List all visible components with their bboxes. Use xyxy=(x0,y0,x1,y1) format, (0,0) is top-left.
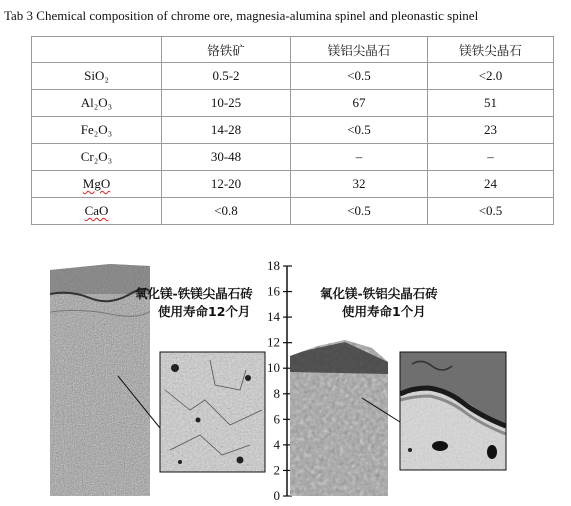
row-label-text: CaO xyxy=(84,203,109,218)
scale-tick-label: 16 xyxy=(267,283,280,299)
scale-tick-label: 6 xyxy=(273,411,280,427)
right-brick-photo xyxy=(288,336,390,500)
table-cell: – xyxy=(428,144,554,171)
table-cell: 24 xyxy=(428,171,554,198)
table-cell: 32 xyxy=(291,171,428,198)
table-row xyxy=(32,63,554,90)
left-brick-life: 使用寿命12个月 xyxy=(158,304,251,319)
row-label: Al₂O₃ xyxy=(32,90,162,117)
row-label: Fe₂O₃ xyxy=(32,117,162,144)
scale-bar xyxy=(267,258,292,503)
table-row xyxy=(32,198,554,225)
table-header-row xyxy=(32,37,554,63)
row-label: SiO₂ xyxy=(32,63,162,90)
right-brick-life: 使用寿命1个月 xyxy=(342,304,426,319)
table-cell: – xyxy=(291,144,428,171)
left-brick-name: 氧化镁-铁镁尖晶石砖 xyxy=(135,286,253,301)
table-cell: 23 xyxy=(428,117,554,144)
table-cell: <0.8 xyxy=(162,198,291,225)
table-cell: 12-20 xyxy=(162,171,291,198)
table-cell: 10-25 xyxy=(162,90,291,117)
scale-tick-label: 8 xyxy=(273,385,280,401)
table-cell: 0.5-2 xyxy=(162,63,291,90)
table-row xyxy=(32,117,554,144)
table-cell: 14-28 xyxy=(162,117,291,144)
scale-tick-label: 0 xyxy=(273,488,280,503)
table-row xyxy=(32,171,554,198)
table-cell: <0.5 xyxy=(291,117,428,144)
composition-table xyxy=(31,36,554,225)
row-label-text: MgO xyxy=(82,176,111,191)
table-cell: <0.5 xyxy=(291,63,428,90)
header-cell: 镁铁尖晶石 xyxy=(428,37,554,63)
row-label xyxy=(32,171,162,198)
table-cell: 67 xyxy=(291,90,428,117)
table-caption: Tab 3 Chemical composition of chrome ore, magnesia-alumina spinel and pleonastic spinel xyxy=(4,8,479,23)
table-cell: 30-48 xyxy=(162,144,291,171)
table-cell: 51 xyxy=(428,90,554,117)
header-cell xyxy=(32,37,162,63)
scale-tick-label: 2 xyxy=(273,462,280,478)
table-row xyxy=(32,90,554,117)
scale-tick-label: 12 xyxy=(267,334,280,350)
table-cell: <2.0 xyxy=(428,63,554,90)
scale-tick-label: 4 xyxy=(273,436,280,452)
row-label: Cr₂O₃ xyxy=(32,144,162,171)
right-brick-name: 氧化镁-铁铝尖晶石砖 xyxy=(320,286,438,301)
table-cell: <0.5 xyxy=(291,198,428,225)
row-label xyxy=(32,198,162,225)
table-row xyxy=(32,144,554,171)
left-micrograph-inset xyxy=(160,352,265,472)
header-cell: 镁铝尖晶石 xyxy=(291,37,428,63)
scale-tick-label: 10 xyxy=(267,360,280,376)
header-cell: 铬铁矿 xyxy=(162,37,291,63)
scale-tick-label: 14 xyxy=(267,309,280,325)
table-cell: <0.5 xyxy=(428,198,554,225)
right-micrograph-inset xyxy=(400,352,506,470)
brick-photo-figure xyxy=(0,250,571,506)
scale-tick-label: 18 xyxy=(267,258,280,273)
